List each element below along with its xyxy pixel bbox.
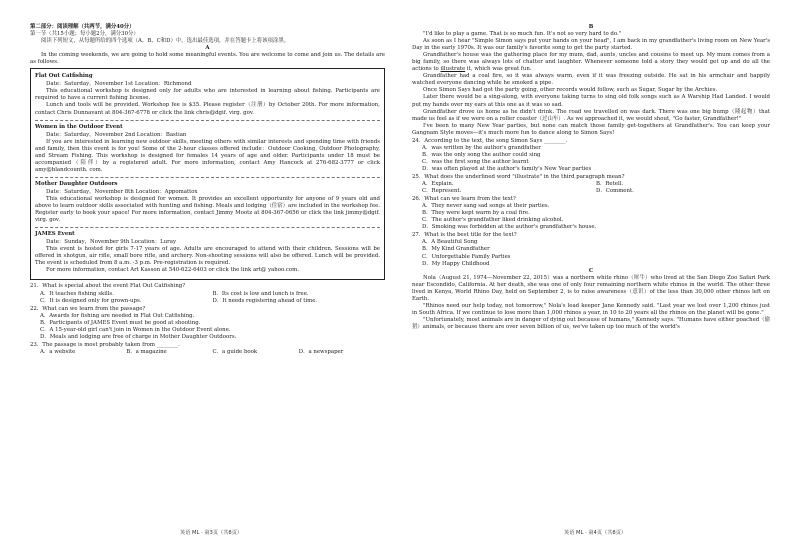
option-d: D．Smoking was forbidden at the author's grandfather's house.	[422, 224, 597, 231]
passage-label-a: A	[205, 45, 210, 52]
passage-b-paragraph: Grandfather's house was the gathering place for my mum, dad, aunts, uncles and cousins to meet up. My mum comes from a big family, so there was always lots of chatter and laughter. Whenever someone told a story they would get up and do all the actions to illustrate it, which was great fun.	[412, 52, 770, 73]
option-a: A．They never sang sad songs at their parties.	[422, 203, 550, 210]
page-footer-right: 英语 ML · 第4页（共8页）	[564, 530, 627, 536]
passage-label-c: C	[588, 267, 594, 274]
passage-b-paragraph: Once Simon Says had got the party going, other records would follow, such as Sugar, Sugar by the Archies.	[423, 87, 718, 94]
passage-c-paragraph: "Rhinos need our help today, not tomorrow," Nola's lead keeper Jane Kennedy said. "Last year we lost over 1,200 rhinos just in South Africa. If we continue to lose more than 1,000 rhinos a year, in 10 to 20 years all the rhinos on the planet will be gone."	[412, 302, 770, 316]
option-d: D．a newspaper	[298, 348, 344, 355]
underlined-word: illustrate	[440, 66, 466, 73]
option-a: A．Awards for fishing are needed in Flat Out Catfishing.	[40, 312, 195, 319]
right-page	[412, 24, 770, 331]
question-22	[30, 306, 385, 341]
option-b: B．Participants of JAMES Event must be good at shooting.	[40, 319, 201, 326]
event-date: Date：Saturday，November 1st Location：Richmond	[46, 81, 192, 88]
question-21	[30, 283, 385, 304]
option-c: C．Represent.	[422, 188, 462, 195]
question-26	[412, 196, 770, 231]
left-page	[30, 24, 385, 356]
option-a: A．A Beautiful Song	[422, 239, 478, 246]
option-b: B．Retell.	[596, 181, 624, 188]
event-title: Flat Out Catfishing	[35, 73, 93, 80]
event-title: Women in the Outdoor Event	[35, 123, 123, 130]
option-b: B．My Kind Grandfather	[422, 246, 490, 253]
events-box	[30, 68, 385, 280]
option-b: B．a magazine	[126, 348, 167, 355]
event-flat-out-catfishing	[35, 70, 380, 120]
question-stem: 22．What can we learn from the passage?	[30, 305, 146, 312]
question-24	[412, 138, 770, 173]
page-footer-left: 英语 ML · 第3页（共8页）	[180, 530, 243, 536]
passage-c-paragraph: "Unfortunately, most animals are in danger of dying out because of humans," Kennedy says. "Humans have either poached（偷猎）animals, or because there are over seven billion of us, we've taken up too much of the world's	[412, 316, 770, 330]
event-description: This event is hosted for girls 7-17 years of age. Adults are encouraged to attend with their children. Sessions will be offered in shotgun, air rifle, small bore rifle, and archery. Non-shooting sessions will also be offered. Lunch will be provided. The event is scheduled from 8 a.m. -3 p.m. Pre-registration is required.	[35, 246, 380, 267]
section-title: 第二部分：阅读理解（共两节，满分40分）	[30, 24, 135, 30]
option-d: D．Meals and lodging are free of charge in Mother Daughter Outdoors.	[40, 333, 237, 340]
question-23	[30, 342, 385, 356]
event-date: Date：Saturday，November 8th Location：Appomattox	[46, 188, 198, 195]
question-27	[412, 232, 770, 267]
passage-a-intro: In the coming weekends, we are going to hold some meaningful events. You are welcome to come and join us. The details are as follows.	[30, 52, 385, 66]
passage-c-paragraph: Nola（August 21, 1974—November 22, 2015）was a northern white rhino（犀牛）who lived at the San Diego Zoo Safari Park near Escondido, California. At her death, she was one of only four remaining northern white rhinos in the world. The other three lived in Kenya, World Rhino Day, held on September 2, is to raise awareness（意识）of the less than 30,000 other rhinos left on Earth.	[412, 274, 770, 302]
option-c: C．A 15-year-old girl can't join in Women in the Outdoor Event alone.	[40, 326, 231, 333]
question-stem: 21．What is special about the event Flat Out Catfishing?	[30, 283, 186, 290]
event-more-info: Lunch and tools will be provided. Workshop fee is $35. Please register（注册）by October 20th. For more information, contact Chris Dunnavant at 804-367-6778 or click the link chris@dgif. virg. gov.	[35, 102, 380, 116]
passage-b-paragraph: As soon as I hear "Simple Simon says put your hands on your head", I am back in my grandfather's living room on New Year's Day in the early 1970s. It was our family's favorite song to get the party started.	[412, 38, 770, 52]
event-james	[35, 228, 380, 277]
option-a: A．It teaches fishing skills.	[40, 290, 114, 297]
event-title: Mother Daughter Outdoors	[35, 180, 118, 187]
option-c: C．Unforgettable Family Parties	[422, 253, 511, 260]
event-more-info: For more information, contact Art Kasson at 540-622-6403 or click the link art@ yahoo.com.	[46, 267, 299, 274]
option-a: A．a website	[40, 348, 76, 355]
option-b: B．was the only song the author could sing	[422, 151, 541, 158]
question-stem: 23．The passage is most probably taken from ________.	[30, 341, 181, 348]
question-25	[412, 174, 770, 195]
question-stem: 26．What can we learn from the text?	[412, 196, 516, 203]
instruction: 阅读下列短文，从每题所给的四个选项（A、B、C和D）中，选出最佳选项，并在答题卡上将该项涂黑。	[41, 38, 290, 45]
event-date: Date：Saturday，November 2nd Location：Bastian	[46, 131, 187, 138]
question-stem: 25．What does the underlined word "illustrate" in the third paragraph mean?	[412, 173, 625, 180]
event-mother-daughter	[35, 178, 380, 228]
question-stem: 24．According to the text, the song Simon Says ________.	[412, 137, 568, 144]
option-d: D．My Happy Childhood	[422, 260, 490, 267]
option-b: B．Its cost is low and lunch is free.	[212, 290, 309, 297]
passage-b-paragraph: Later there would be a sing-along, with everyone taking turns to sing old folk songs such as A Warship Had Landed. I would put my hands over my ears at this one as it was so sad.	[412, 94, 770, 108]
option-d: D．It needs registering ahead of time.	[212, 297, 318, 304]
passage-label-b: B	[588, 24, 594, 30]
option-d: D．was often played at the author's family's New Year parties	[422, 165, 592, 172]
option-b: B．They were kept warm by a coal fire.	[422, 210, 530, 217]
option-c: C．It is designed only for grown-ups.	[40, 297, 142, 304]
event-title: JAMES Event	[35, 231, 75, 238]
event-description: This educational workshop is designed for women. It provides an excellent opportunity for anyone of 9 years old and above to learn outdoor skills associated with hunting and fishing. Meals and lodging（住宿）are included in the workshop fee. Register early to book your space! For more information, contact Jimmy Mootz at 804-367-0656 or click the link jimmy@dgif. virg. gov.	[35, 195, 380, 224]
event-date: Date：Sunday，November 9th Location：Luray	[46, 239, 176, 246]
event-description: This educational workshop is designed only for adults who are interested in learning about fishing. Participants are required to have a current fishing license.	[35, 88, 380, 102]
option-c: C．was the first song the author learnt	[422, 158, 529, 165]
event-women-outdoor	[35, 121, 380, 178]
passage-b-paragraph: Grandfather drove us home as he didn't drink. The road we travelled on was dark. There was one big bump（隆起物）that made us feel as if we were on a roller coaster（过山车）. As we approached it, we would shout, "Go faster, Grandfather!"	[412, 108, 770, 122]
passage-b-paragraph: "I'd like to play a game. That is so much fun. It's not so very hard to do."	[423, 31, 622, 38]
event-description: If you are interested in learning new outdoor skills, meeting others with similar interests and spending time with friends and family, then this event is for you! Some of the 2-hour classes offered include：Outdoor Cooking, Outdoor Photography, and Stream Fishing. This workshop is designed for females 14 years of age and older. Participants under 18 must be accompanied（陪伴）by a registered adult. For more information, contact Amy Hancock at 276-682-3777 or click amy@blandcounth. com.	[35, 138, 380, 173]
question-stem: 27．What is the best title for the text?	[412, 232, 517, 239]
option-a: A．Explain.	[422, 181, 454, 188]
option-d: D．Comment.	[596, 188, 634, 195]
passage-b-paragraph: Grandfather had a coal fire, so it was always warm, even if it was freezing outside. He sat in his armchair and happily watched everyone dancing while he smoked a pipe.	[412, 73, 770, 87]
option-c: C．The author's grandfather liked drinking alcohol.	[422, 217, 564, 224]
subsection-title: 第一节（共15小题；每小题2分，满分30分）	[30, 31, 139, 38]
passage-b-paragraph: I've been to many New Year parties, but none can match those family get-togethers at Grandfather's. You can keep your Gangnam Style moves—it's much more fun to dance along to Simon Says!	[412, 122, 770, 136]
option-a: A．was written by the author's grandfather	[422, 144, 541, 151]
option-c: C．a guide book	[212, 348, 258, 355]
